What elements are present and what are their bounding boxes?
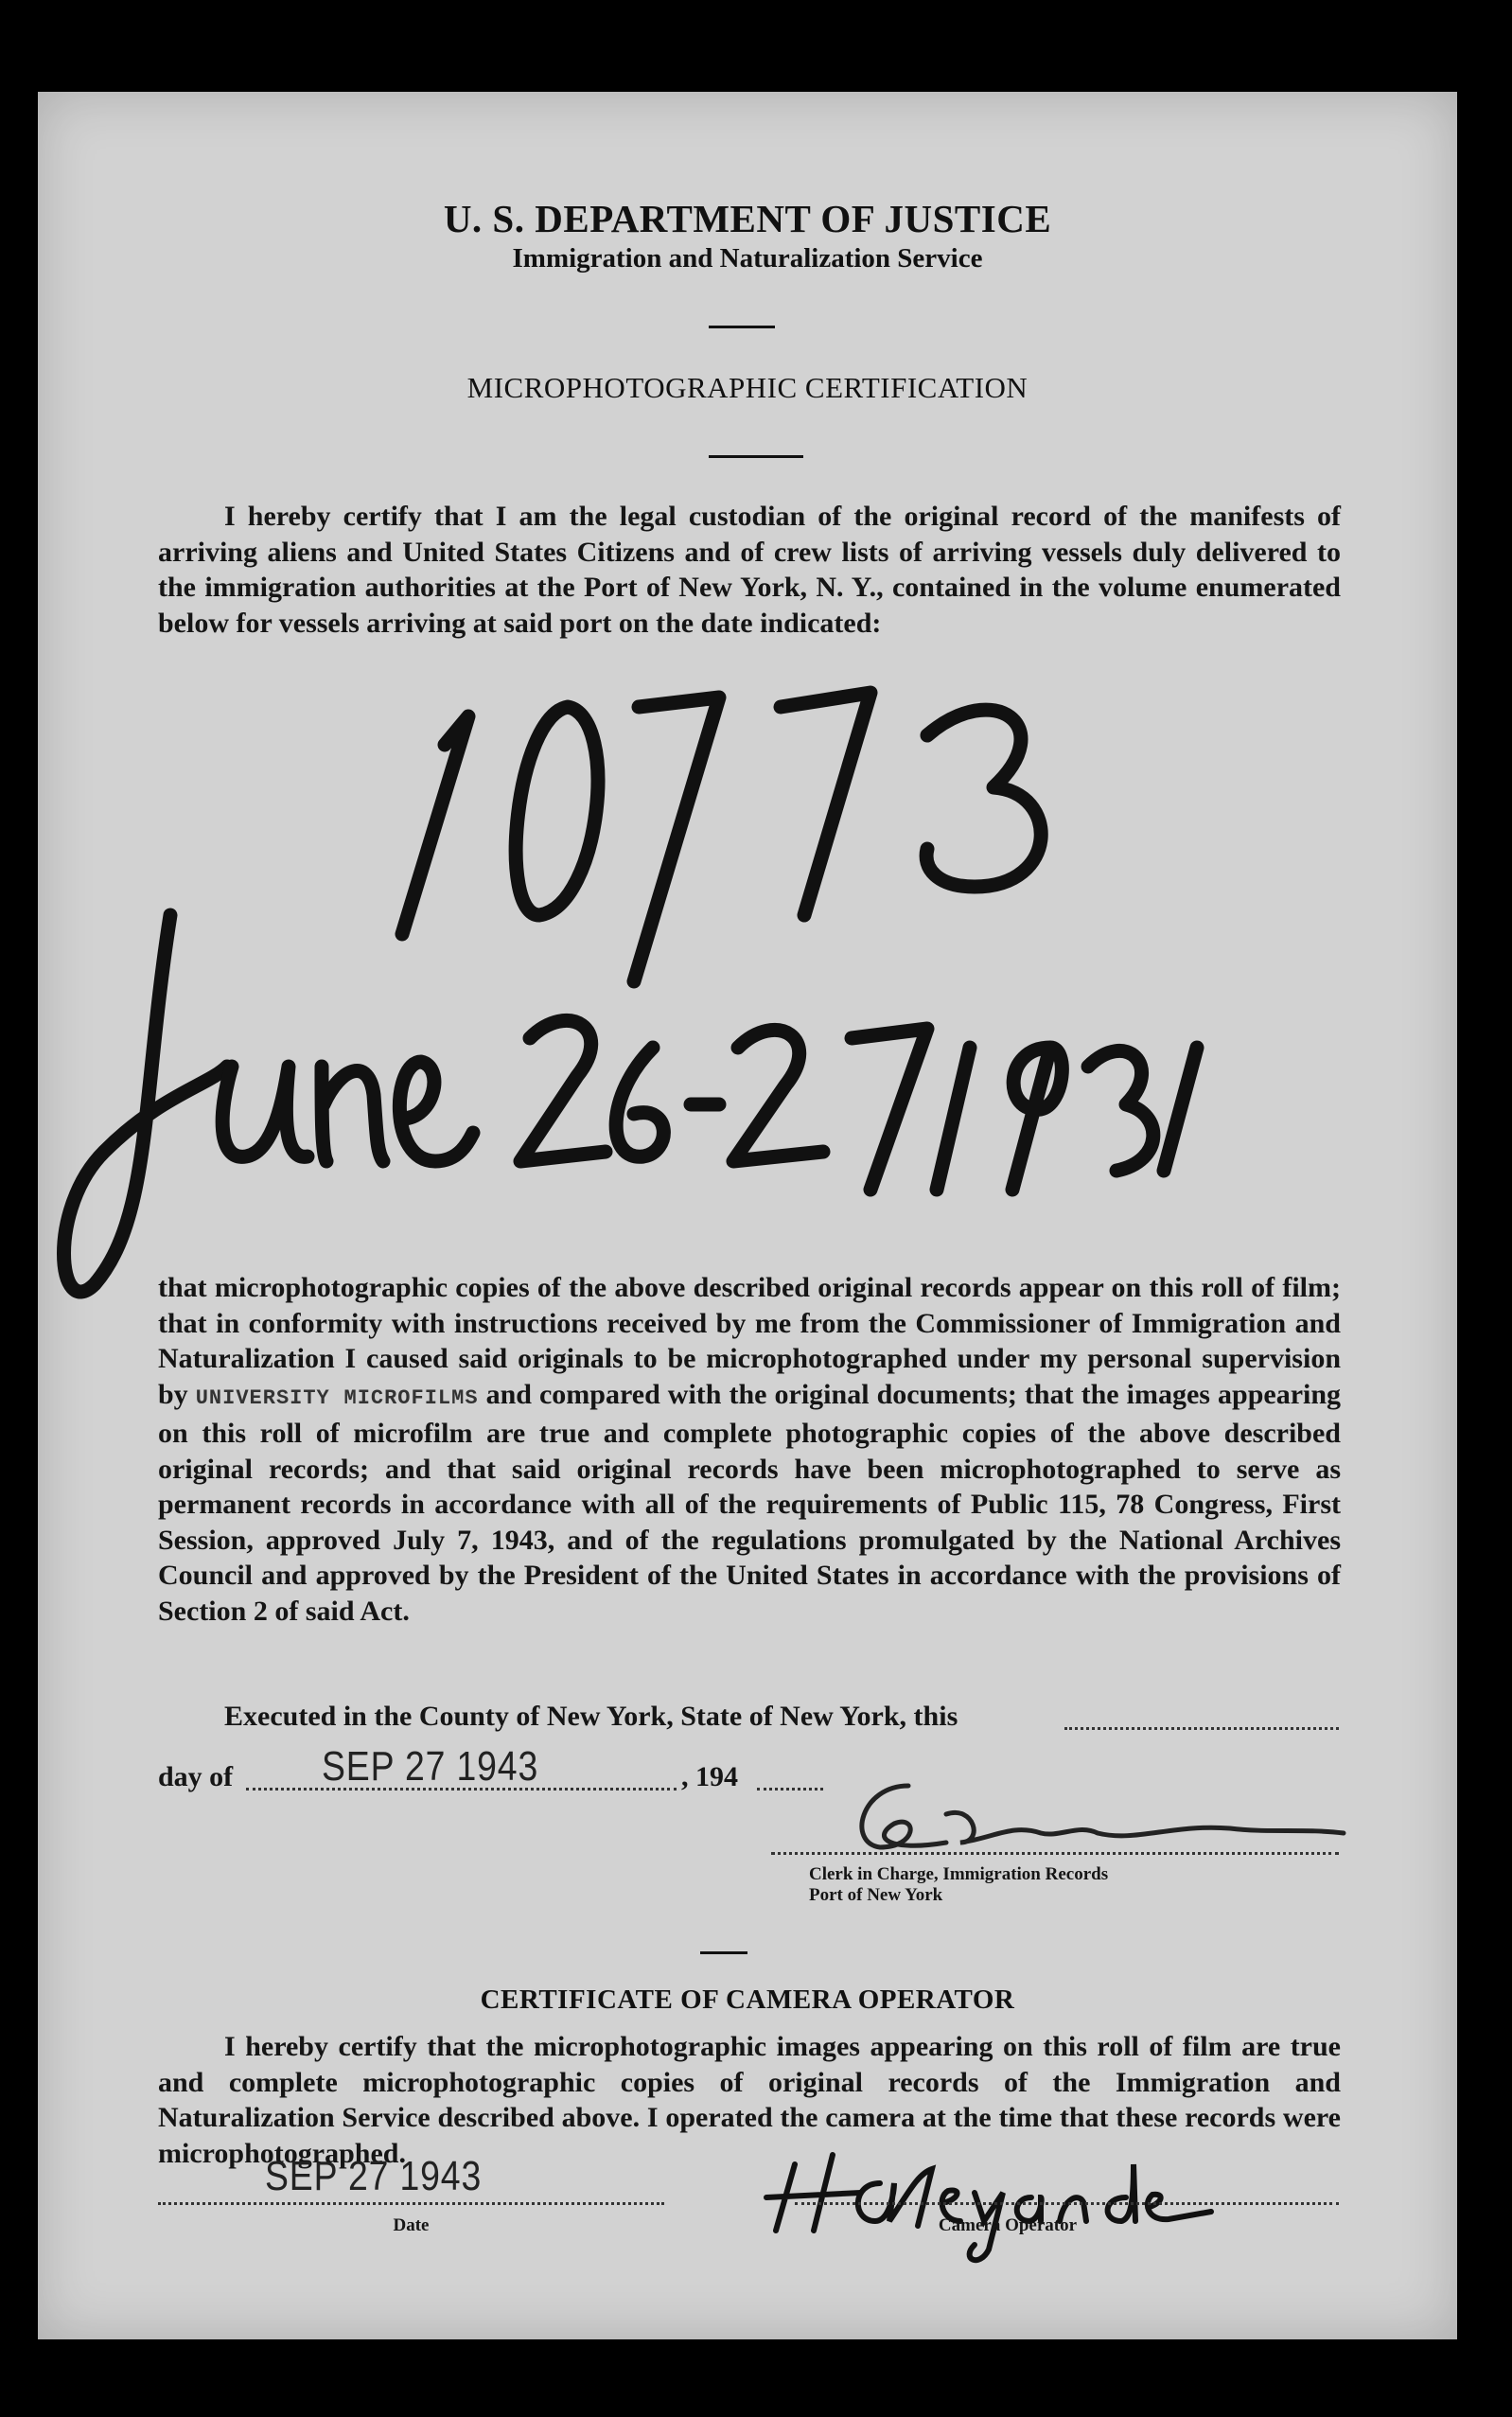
divider	[709, 326, 775, 328]
body-text-part2: and compared with the original documents; that the images appearing on this roll of microfilm are true and complete photographic copies of the above described original records; and that said original records have been microphotographed to serve as permanent records in accordance with all of the requirements of Public 115, 78 Congress, First Session, approved July 7, 1943, and of the regulations promulgated by the National Archives Council and approved by the President of the United States in accordance with the provisions of Section 2 of said Act.	[158, 1378, 1342, 1627]
camera-operator-text: I hereby certify that the microphotographic images appearing on this roll of film are true and complete microphotographic copies of original records of the Immigration and Naturalization Service described above. I operated the camera at the time that these records were microphotographed.	[158, 2031, 1341, 2169]
camera-operator-signature	[38, 2126, 1457, 2316]
clerk-title-line2: Port of New York	[809, 1885, 943, 1905]
intro-text: I hereby certify that I am the legal custodian of the original record of the manifests of arriving aliens and United States Citizens and of crew lists of arriving vessels duly delivered to the immigration authorities at the Port of New York, N. Y., contained in the volume enumerated below for vessels arriving at said port on the date indicated:	[158, 501, 1341, 639]
body-paragraph	[158, 1270, 1341, 1629]
certificate-page	[38, 92, 1457, 2339]
day-blank	[1064, 1727, 1339, 1730]
department-heading: U. S. DEPARTMENT OF JUSTICE	[443, 197, 1052, 240]
clerk-signature-line	[771, 1852, 1339, 1855]
executed-date-stamp: SEP 27 1943	[322, 1743, 539, 1790]
body-text-part1: that microphotographic copies of the above described original records appear on this roll of film; that in conformity with instructions received by me from the Commissioner of Immigration and Naturalization I caused said originals to be microphotographed under my personal supervision by	[158, 1272, 1341, 1410]
camera-operator-label: Camera Operator	[938, 2215, 1078, 2235]
day-of-label: day of	[158, 1761, 234, 1792]
divider	[700, 1951, 747, 1954]
handwritten-annotation	[38, 603, 1457, 1360]
clerk-title-line1: Clerk in Charge, Immigration Records	[809, 1864, 1109, 1884]
certification-title: MICROPHOTOGRAPHIC CERTIFICATION	[466, 371, 1029, 404]
camera-operator-heading: CERTIFICATE OF CAMERA OPERATOR	[480, 1985, 1015, 2015]
divider	[709, 455, 803, 458]
supervisor-typed-name: UNIVERSITY MICROFILMS	[195, 1385, 479, 1410]
executed-text: Executed in the County of New York, State of New York, this	[224, 1701, 958, 1732]
date-label: Date	[393, 2215, 430, 2235]
service-subheading: Immigration and Naturalization Service	[512, 243, 983, 273]
year-prefix: , 194	[681, 1761, 738, 1792]
camera-operator-line	[795, 2202, 1339, 2205]
operator-date-stamp: SEP 27 1943	[265, 2153, 483, 2199]
